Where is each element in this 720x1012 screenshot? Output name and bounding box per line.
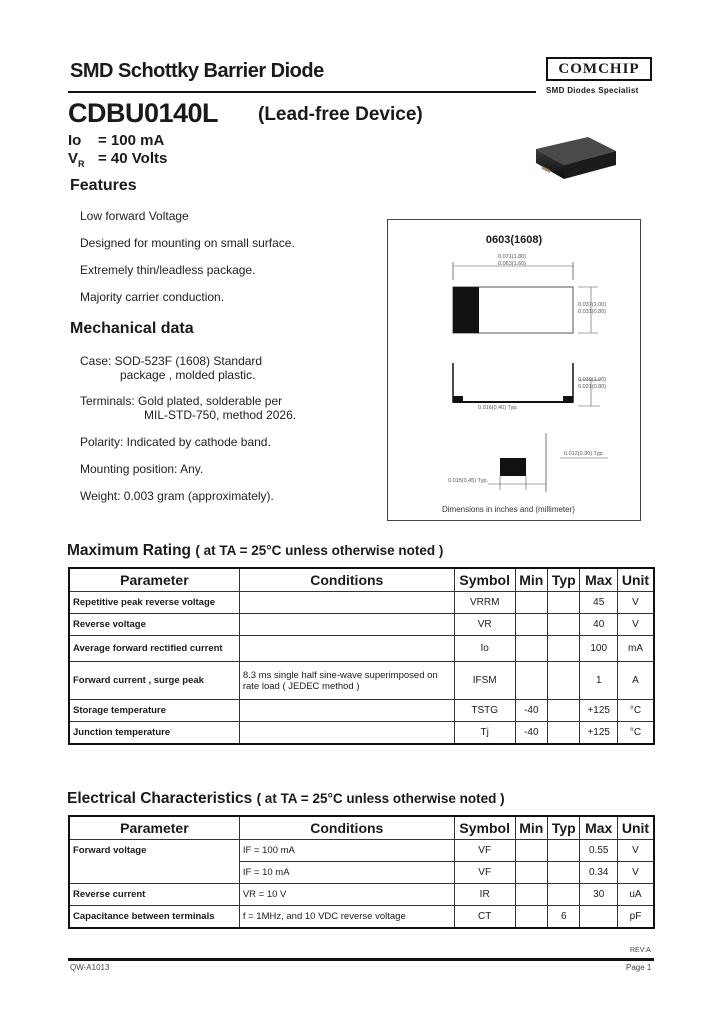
table-row: Average forward rectified current Io 100 mA: [69, 636, 654, 662]
spec-io-value: = 100 mA: [98, 132, 165, 149]
features-heading: Features: [70, 177, 137, 194]
col-parameter: Parameter: [69, 816, 239, 840]
table-row: Reverse current VR = 10 V IR 30 uA: [69, 884, 654, 906]
company-tagline: SMD Diodes Specialist: [546, 86, 639, 95]
col-conditions: Conditions: [239, 816, 454, 840]
document-title: SMD Schottky Barrier Diode: [70, 60, 324, 82]
package-outline-diagram: [387, 219, 641, 521]
table-row: IF = 10 mA VF 0.34 V: [69, 862, 654, 884]
dim-label: 0.012(0.30) Typ.: [564, 451, 604, 457]
col-max: Max: [580, 568, 618, 592]
max-rating-table: [68, 567, 655, 745]
electrical-table: [68, 815, 655, 929]
mech-item: Case: SOD-523F (1608) Standard: [80, 354, 263, 368]
spec-io: [68, 132, 164, 149]
col-unit: Unit: [617, 816, 654, 840]
col-max: Max: [580, 816, 618, 840]
header-rule: [68, 91, 536, 93]
col-min: Min: [515, 816, 547, 840]
page-number: Page 1: [626, 963, 652, 972]
dim-label: 0.039(1.00): [578, 377, 607, 383]
dim-label: 0.031(0.80): [578, 309, 607, 315]
document-number: QW-A1013: [70, 963, 110, 972]
table-row: Junction temperature Tj -40 +125 °C: [69, 722, 654, 744]
spec-vr: [68, 150, 167, 169]
part-variant: (Lead-free Device): [258, 104, 423, 125]
mechanical-heading: Mechanical data: [70, 320, 194, 337]
dim-label: 0.031(0.80): [578, 384, 607, 390]
mech-item: Mounting position: Any.: [80, 462, 204, 476]
dim-label: 0.037(1.00): [578, 302, 607, 308]
mech-item-cont: MIL-STD-750, method 2026.: [144, 408, 297, 422]
table-row: Reverse voltage VR 40 V: [69, 614, 654, 636]
dim-label: 0.063(1.60): [498, 261, 527, 267]
spec-io-symbol: Io: [68, 132, 82, 149]
max-rating-condition: ( at TA = 25°C unless otherwise noted ): [195, 543, 444, 558]
dim-label: 0.016(0.40) Typ.: [478, 405, 518, 411]
table-header-row: [69, 816, 654, 840]
col-unit: Unit: [617, 568, 654, 592]
mech-item: Weight: 0.003 gram (approximately).: [80, 489, 274, 503]
spec-vr-value: = 40 Volts: [98, 150, 168, 167]
diagram-title: 0603(1608): [485, 234, 543, 246]
diagram-note: Dimensions in inches and (millimeter): [442, 505, 575, 514]
col-parameter: Parameter: [69, 568, 239, 592]
dim-label: 0.015(0.45) Typ.: [448, 478, 488, 484]
feature-item: Low forward Voltage: [80, 209, 189, 223]
table-row: Forward current , surge peak 8.3 ms single half sine-wave superimposed on rate load ( JEDEC method ) IFSM 1 A: [69, 662, 654, 700]
col-symbol: Symbol: [454, 568, 515, 592]
dim-label: 0.071(1.80): [498, 254, 527, 260]
table-row: Forward voltage IF = 100 mA VF 0.55 V: [69, 840, 654, 862]
feature-item: Majority carrier conduction.: [80, 290, 225, 304]
footer-rule: [68, 958, 654, 961]
table-row: Storage temperature TSTG -40 +125 °C: [69, 700, 654, 722]
company-logo: COMCHIP: [546, 57, 652, 81]
col-typ: Typ: [548, 568, 580, 592]
table-header-row: [69, 568, 654, 592]
col-typ: Typ: [548, 816, 580, 840]
col-min: Min: [515, 568, 547, 592]
feature-item: Extremely thin/leadless package.: [80, 263, 256, 277]
mech-item-cont: package , molded plastic.: [120, 368, 256, 382]
max-rating-title: Maximum Rating ( at TA = 25°C unless otherwise noted ): [67, 542, 444, 559]
table-row: Repetitive peak reverse voltage VRRM 45 V: [69, 592, 654, 614]
table-row: Capacitance between terminals f = 1MHz, and 10 VDC reverse voltage CT 6 pF: [69, 906, 654, 928]
spec-vr-symbol: $V_R$: [68, 150, 85, 169]
feature-item: Designed for mounting on small surface.: [80, 236, 295, 250]
mech-item: Terminals: Gold plated, solderable per: [80, 394, 283, 408]
col-conditions: Conditions: [239, 568, 454, 592]
electrical-title: Electrical Characteristics ( at TA = 25°C unless otherwise noted ): [67, 790, 505, 807]
part-number: CDBU0140L: [68, 98, 219, 128]
mech-item: Polarity: Indicated by cathode band.: [80, 435, 271, 449]
revision-label: REV:A: [630, 947, 651, 954]
electrical-condition: ( at TA = 25°C unless otherwise noted ): [256, 791, 505, 806]
col-symbol: Symbol: [454, 816, 515, 840]
package-photo: [530, 135, 620, 183]
